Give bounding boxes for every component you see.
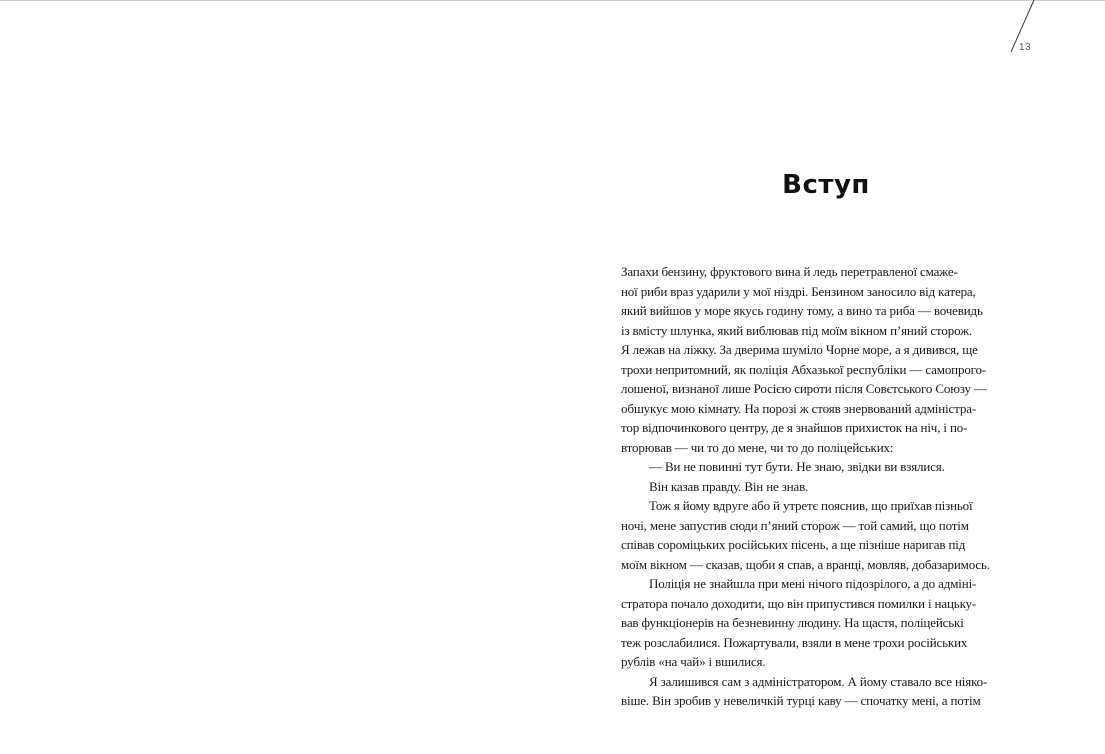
body-line: тор відпочинкового центру, де я знайшов прихисток на ніч, і по- [621,420,968,435]
body-line: обшукує мою кімнату. На порозі ж стояв знервований адміністра- [621,400,976,416]
body-line: вав функціонерів на безневинну людину. На щастя, поліцейські [621,615,964,630]
top-edge-rule [0,0,1105,1]
body-line: теж розслабилися. Пожартували, взяли в мене трохи російських [621,634,968,650]
body-line: — Ви не повинні тут бути. Не знаю, звідки ви взялися. [649,459,945,474]
chapter-title: Вступ [782,170,870,200]
body-line: ної риби враз ударили у мої ніздрі. Бензином заносило від катера, [621,283,976,299]
body-line: вторював — чи то до мене, чи то до поліцейських: [621,439,894,455]
body-line: Запахи бензину, фруктового вина й ледь перетравленої смаже- [621,264,958,279]
body-line: віше. Він зробив у невеличкій турці каву — спочатку мені, а потім [621,693,981,708]
body-line: із вмісту шлунка, який виблював під моїм вікном п’яний сторож. [621,322,973,338]
body-line: рублів «на чай» і вшилися. [621,654,766,669]
body-line: лошеної, визнаної лише Росією сироти після Совєтського Союзу — [621,381,987,396]
page-number: 13 [1019,42,1032,53]
body-line: який вийшов у море якусь годину тому, а вино та риба — вочевидь [621,303,983,318]
body-line: трохи непритомний, як поліція Абхазької республіки — самопрого- [621,361,987,377]
body-line: Він казав правду. Він не знав. [649,478,809,494]
body-line: Я залишився сам з адміністратором. А йому ставало все ніяко- [649,673,988,689]
body-line: Я лежав на ліжку. За дверима шуміло Чорне море, а я дивився, ще [621,342,978,357]
body-line: співав сороміцьких російських пісень, а ще пізніше наригав під [621,537,966,552]
body-line: Тож я йому вдруге або й утретє пояснив, що приїхав пізньої [649,498,973,513]
body-line: ночі, мене запустив сюди п’яний сторож — той самий, що потім [621,517,969,533]
body-line: Поліція не знайшла при мені нічого підозрілого, а до адміні- [649,576,977,591]
body-text [621,262,1033,711]
body-line: моїм вікном — сказав, щоби я спав, а вранці, мовляв, добазаримось. [621,556,990,572]
body-line: стратора почало доходити, що він припустився помилки і нацьку- [621,595,977,611]
